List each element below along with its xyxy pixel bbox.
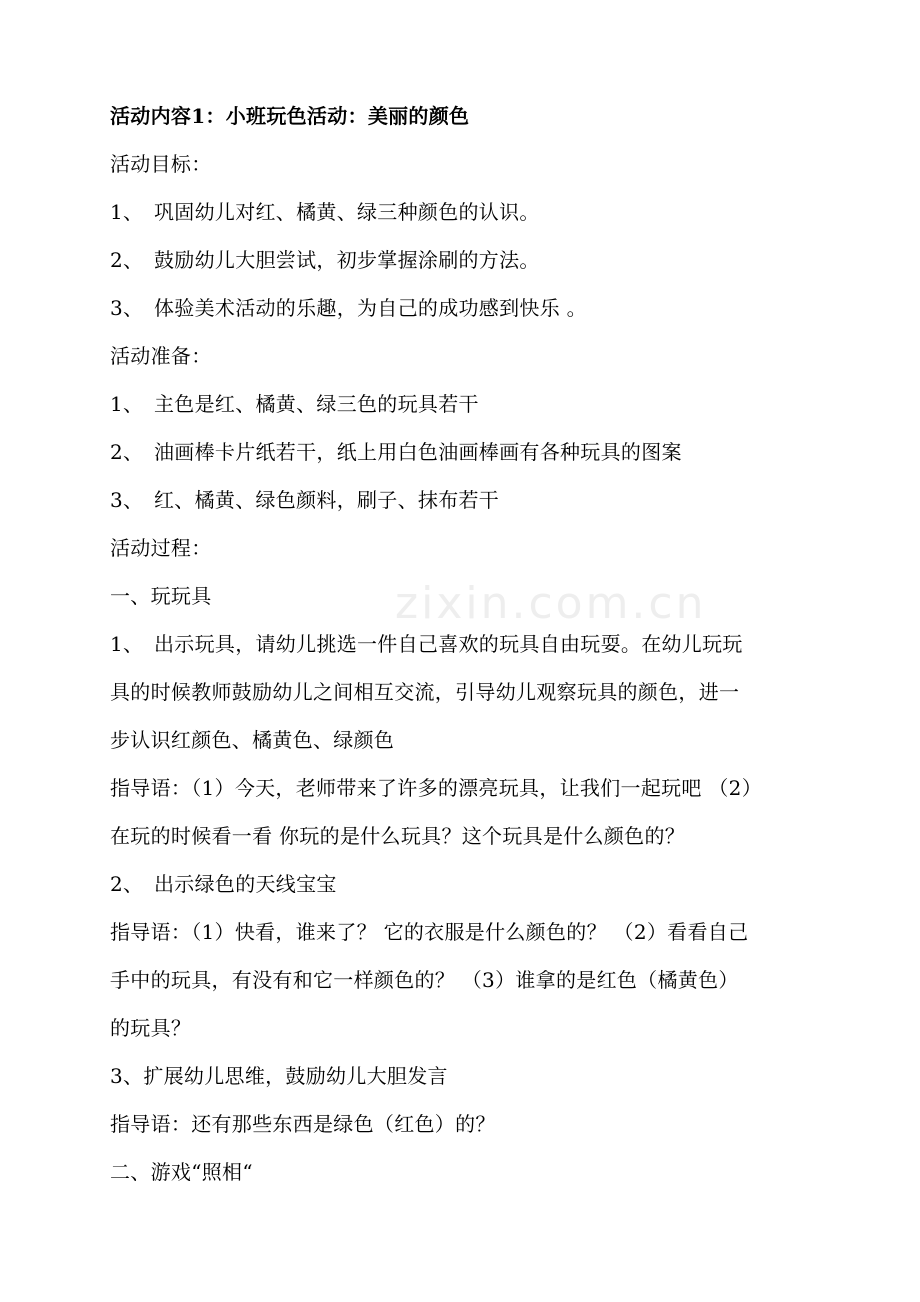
goal-item-1 xyxy=(110,188,800,236)
item-number: 2、 xyxy=(110,872,144,896)
guidance-line: 指导语：还有那些东西是绿色（红色）的？ xyxy=(110,1112,496,1136)
guidance-line: 指导语：（1）快看，谁来了？ 它的衣服是什么颜色的？ （2）看看自己 xyxy=(110,920,749,944)
item-text: 出示绿色的天线宝宝 xyxy=(154,872,337,896)
goal-item-3 xyxy=(110,284,800,332)
item-text: 主色是红、橘黄、绿三色的玩具若干 xyxy=(154,392,479,416)
item-number: 2、 xyxy=(110,440,144,464)
section-heading-goals: 活动目标： xyxy=(110,152,212,176)
guidance-line: 手中的玩具，有没有和它一样颜色的？ （3）谁拿的是红色（橘黄色） xyxy=(110,968,739,992)
guidance-line: 的玩具？ xyxy=(110,1016,192,1040)
section-heading-process: 活动过程： xyxy=(110,536,212,560)
item-text: 油画棒卡片纸若干，纸上用白色油画棒画有各种玩具的图案 xyxy=(154,440,682,464)
item-text: 出示玩具，请幼儿挑选一件自己喜欢的玩具自由玩耍。在幼儿玩玩 xyxy=(154,632,743,656)
process-item-3: 3、扩展幼儿思维，鼓励幼儿大胆发言 xyxy=(110,1064,448,1088)
subsection-heading-play: 一、玩玩具 xyxy=(110,584,212,608)
item-text: 体验美术活动的乐趣，为自己的成功感到快乐 。 xyxy=(154,296,587,320)
guidance-line: 指导语：（1）今天，老师带来了许多的漂亮玩具，让我们一起玩吧 （2） xyxy=(110,776,763,800)
item-number: 1、 xyxy=(110,392,144,416)
prep-item-1 xyxy=(110,380,800,428)
process-item-1 xyxy=(110,620,800,668)
item-number: 1、 xyxy=(110,632,144,656)
item-text: 红、橘黄、绿色颜料，刷子、抹布若干 xyxy=(154,488,500,512)
prep-item-2 xyxy=(110,428,800,476)
document-title: 活动内容1：小班玩色活动：美丽的颜色 xyxy=(110,104,470,128)
document-page xyxy=(110,92,800,1196)
section-heading-preparation: 活动准备： xyxy=(110,344,212,368)
process-item-2 xyxy=(110,860,800,908)
paragraph-line: 步认识红颜色、橘黄色、绿颜色 xyxy=(110,728,395,752)
subsection-heading-game: 二、游戏“照相“ xyxy=(110,1160,253,1184)
goal-item-2 xyxy=(110,236,800,284)
item-text: 鼓励幼儿大胆尝试，初步掌握涂刷的方法。 xyxy=(154,248,540,272)
item-text: 巩固幼儿对红、橘黄、绿三种颜色的认识。 xyxy=(154,200,540,224)
guidance-line: 在玩的时候看一看 你玩的是什么玩具？这个玩具是什么颜色的？ xyxy=(110,824,686,848)
prep-item-3 xyxy=(110,476,800,524)
item-number: 2、 xyxy=(110,248,144,272)
item-number: 3、 xyxy=(110,488,144,512)
paragraph-line: 具的时候教师鼓励幼儿之间相互交流，引导幼儿观察玩具的颜色，进一 xyxy=(110,680,740,704)
item-number: 1、 xyxy=(110,200,144,224)
item-number: 3、 xyxy=(110,296,144,320)
watermark-text: zixin.com.cn xyxy=(395,578,707,629)
